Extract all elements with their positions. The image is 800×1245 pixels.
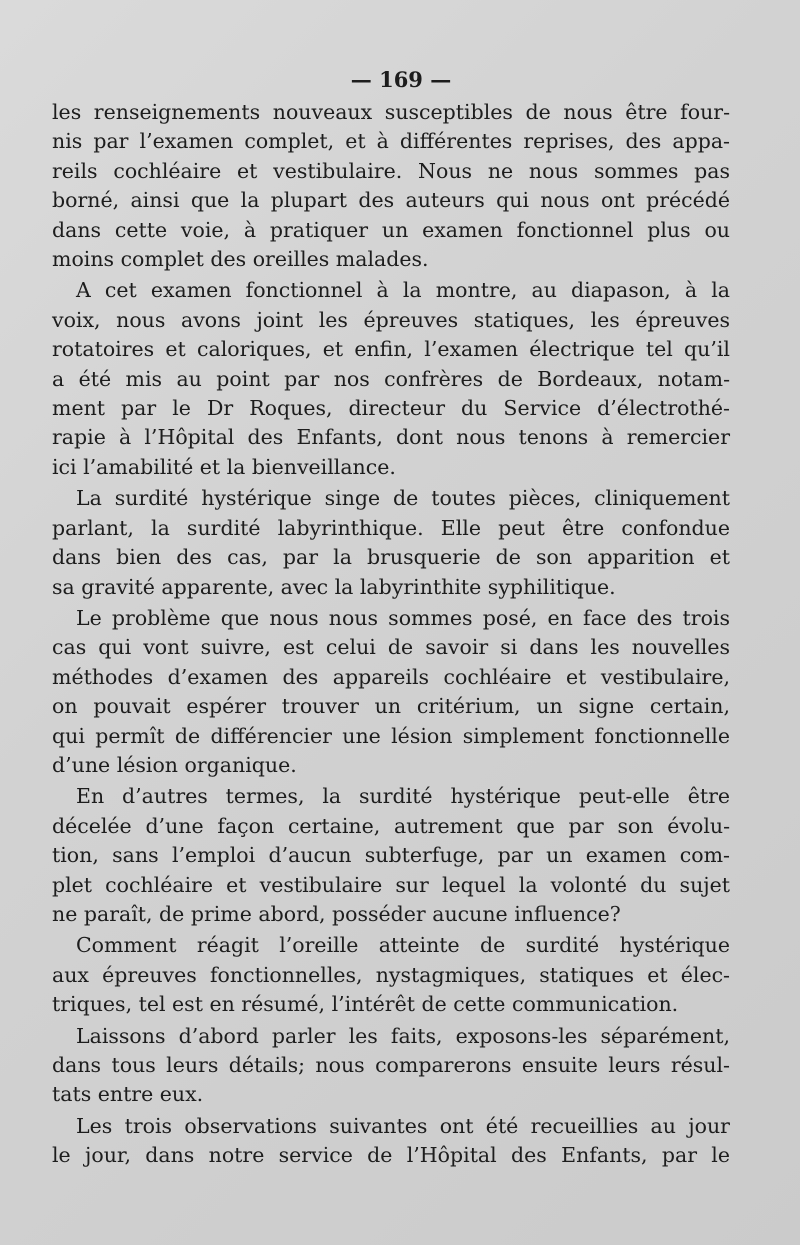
text-line: a été mis au point par nos confrères de Bordeaux, notam- xyxy=(52,366,730,391)
text-line: A cet examen fonctionnel à la montre, au diapason, à la xyxy=(76,278,730,303)
paragraph-6 xyxy=(52,931,730,1019)
text-line: Les trois observations suivantes ont été recueillies au jour xyxy=(76,1113,730,1138)
paragraph-3 xyxy=(52,484,730,602)
text-line: moins complet des oreilles malades. xyxy=(52,247,429,272)
paragraph-4 xyxy=(52,604,730,780)
text-line: Le problème que nous nous sommes posé, en face des trois xyxy=(76,605,730,630)
text-line: ment par le Dr Roques, directeur du Service d’électrothé- xyxy=(52,396,730,421)
text-line: borné, ainsi que la plupart des auteurs qui nous ont précédé xyxy=(52,188,730,213)
page-number: — 169 — xyxy=(350,67,452,92)
text-line: aux épreuves fonctionnelles, nystagmiques, statiques et élec- xyxy=(52,962,730,987)
paragraph-2 xyxy=(52,276,730,482)
text-line: dans bien des cas, par la brusquerie de son apparition et xyxy=(52,545,730,570)
text-line: méthodes d’examen des appareils cochléaire et vestibulaire, xyxy=(52,664,730,689)
page-body xyxy=(52,98,730,1171)
text-line: cas qui vont suivre, est celui de savoir si dans les nouvelles xyxy=(52,635,730,660)
paragraph-7 xyxy=(52,1022,730,1110)
text-line: ici l’amabilité et la bienveillance. xyxy=(52,454,396,479)
text-line: reils cochléaire et vestibulaire. Nous ne nous sommes pas xyxy=(52,158,730,183)
text-line: tion, sans l’emploi d’aucun subterfuge, par un examen com- xyxy=(52,843,730,868)
text-line: La surdité hystérique singe de toutes pièces, cliniquement xyxy=(76,486,730,511)
text-line: qui permît de différencier une lésion simplement fonctionnelle xyxy=(52,723,730,748)
text-line: les renseignements nouveaux susceptibles de nous être four- xyxy=(52,100,730,124)
text-line: dans tous leurs détails; nous comparerons ensuite leurs résul- xyxy=(52,1053,730,1077)
text-line: le jour, dans notre service de l’Hôpital des Enfants, par le xyxy=(52,1143,730,1168)
text-line: tats entre eux. xyxy=(52,1082,204,1107)
paragraph-1 xyxy=(52,98,730,274)
text-line: Comment réagit l’oreille atteinte de surdité hystérique xyxy=(76,933,730,958)
text-line: En d’autres termes, la surdité hystérique peut-elle être xyxy=(76,784,730,809)
text-line: voix, nous avons joint les épreuves statiques, les épreuves xyxy=(52,307,730,332)
text-line: décelée d’une façon certaine, autrement que par son évolu- xyxy=(52,813,730,838)
text-line: triques, tel est en résumé, l’intérêt de cette communication. xyxy=(52,992,679,1017)
text-line: nis par l’examen complet, et à différentes reprises, des appa- xyxy=(52,129,730,154)
text-line: dans cette voie, à pratiquer un examen fonctionnel plus ou xyxy=(52,217,730,242)
text-line: sa gravité apparente, avec la labyrinthite syphilitique. xyxy=(52,574,616,599)
text-line: rotatoires et caloriques, et enfin, l’examen électrique tel qu’il xyxy=(52,337,730,362)
text-line: on pouvait espérer trouver un critérium, un signe certain, xyxy=(52,694,730,719)
text-line: ne paraît, de prime abord, posséder aucune influence? xyxy=(52,901,621,926)
text-line: rapie à l’Hôpital des Enfants, dont nous tenons à remercier xyxy=(52,425,730,450)
text-line: Laissons d’abord parler les faits, exposons-les séparément, xyxy=(76,1023,730,1048)
paragraph-5 xyxy=(52,782,730,929)
text-line: parlant, la surdité labyrinthique. Elle peut être confondue xyxy=(52,515,730,540)
text-line: plet cochléaire et vestibulaire sur lequel la volonté du sujet xyxy=(52,872,730,897)
paragraph-8 xyxy=(52,1112,730,1171)
text-line: d’une lésion organique. xyxy=(52,752,297,777)
